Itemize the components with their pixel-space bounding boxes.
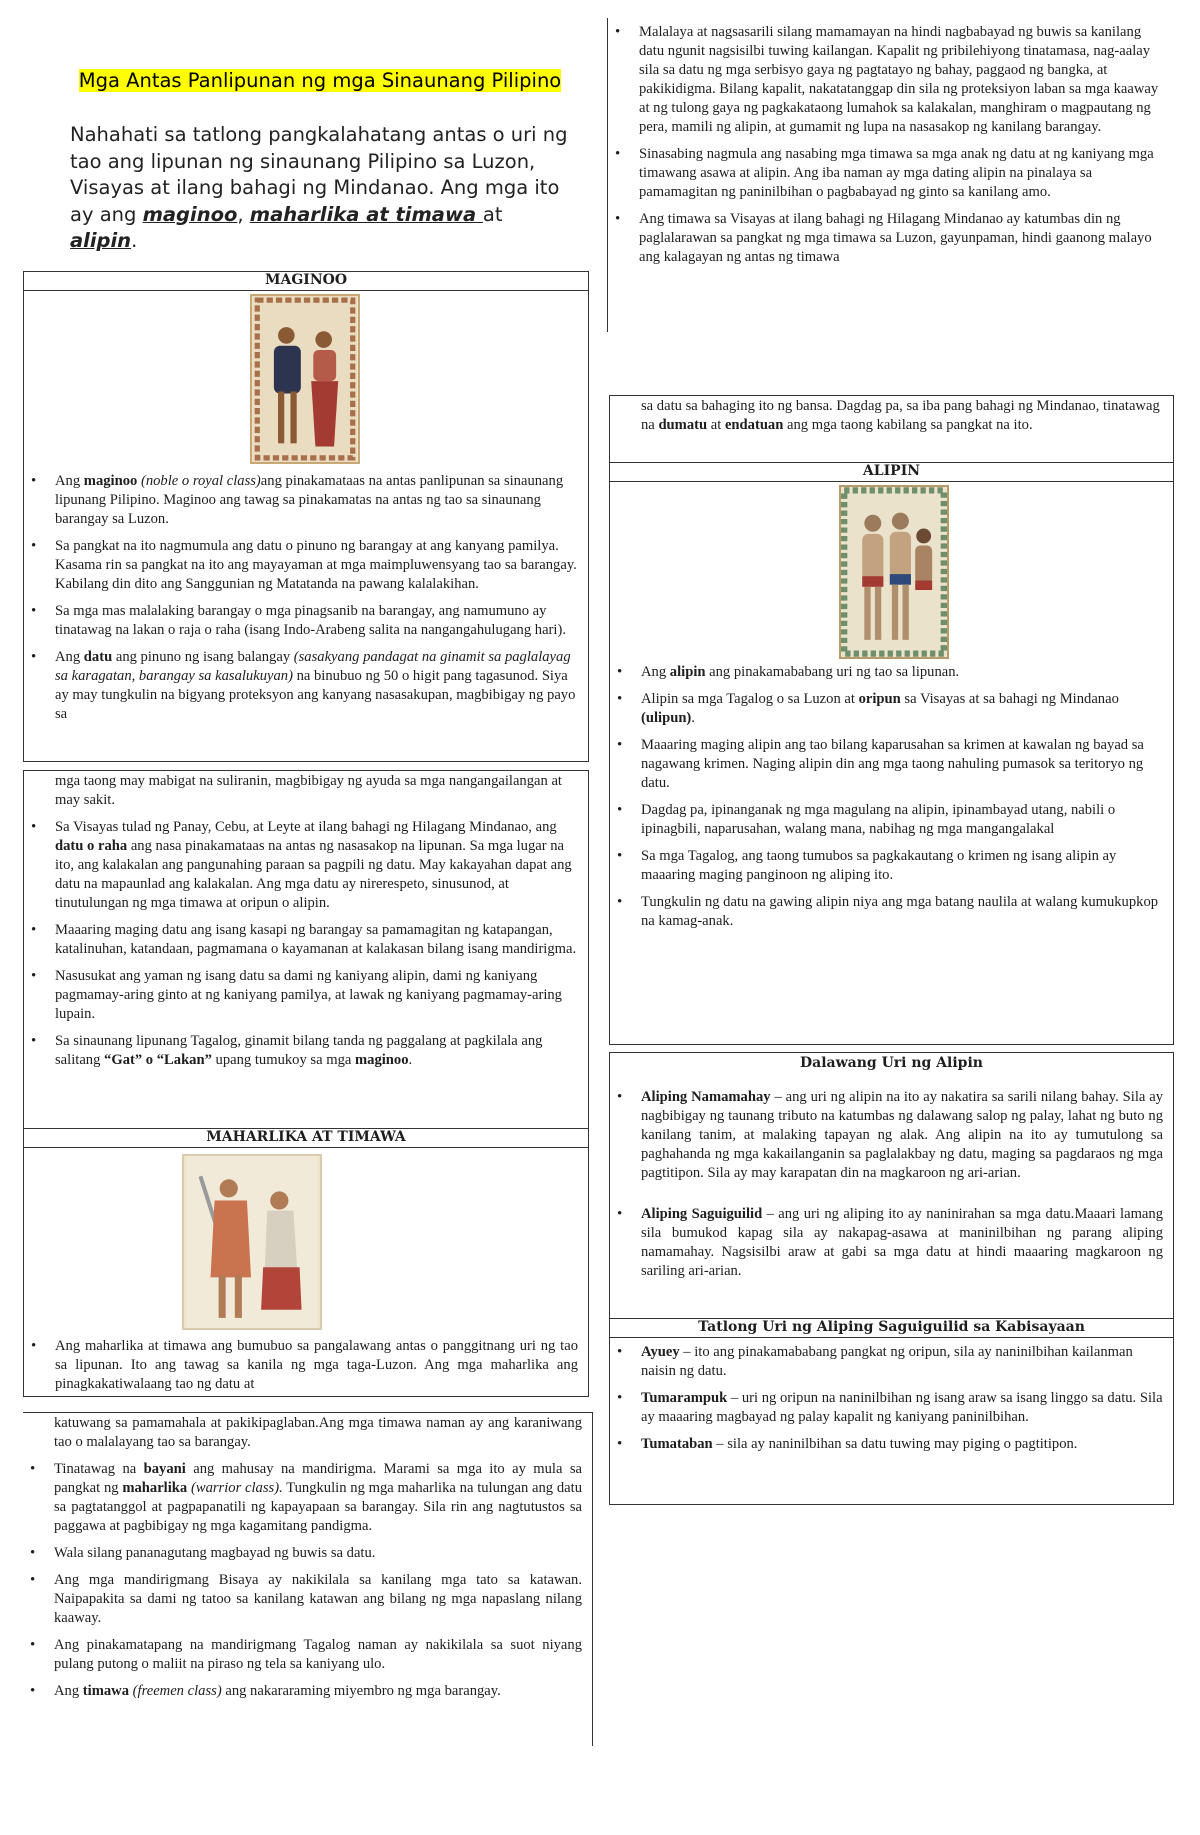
- bold-term: Aliping Namamahay: [641, 1089, 771, 1105]
- bold-term: maginoo: [355, 1052, 409, 1068]
- timawa-end-paragraph: [641, 397, 1163, 435]
- maharlika-illustration: [182, 1154, 322, 1330]
- text-segment: katuwang sa pamamahala at pakikipaglaban.Ang mga timawa naman ay ang karaniwang tao o malalayang tao sa barangay.: [54, 1415, 582, 1450]
- text-segment: .: [408, 1052, 413, 1068]
- text-segment: .: [691, 710, 695, 726]
- text-segment: Alipin sa mga Tagalog o sa Luzon at: [641, 691, 859, 707]
- text-segment: Sa mga Tagalog, ang taong tumubos sa pagkakautang o krimen ng isang alipin ay maaaring maging panginoon ng aliping ito.: [641, 848, 1117, 883]
- text-segment: sa Visayas at sa bahagi ng Mindanao: [900, 691, 1119, 707]
- text-segment: Sa sinaunang lipunang Tagalog, ginamit bilang tanda ng paggalang at pagkilala ang salitang: [55, 1033, 543, 1068]
- bullet-item: [54, 1571, 582, 1628]
- italic-note: (freemen class): [129, 1683, 222, 1699]
- text-segment: Sa pangkat na ito nagmumula ang datu o pinuno ng barangay at ang kanyang pamilya. Kasama rin sa pangkat na ito ang mayayaman at mga maimpluwensyang tao sa barangay. Kabilang din dito ang Sanggunian ng Matatanda na pawang kalalakihan.: [55, 538, 577, 592]
- bullet-item: [641, 847, 1163, 885]
- maginoo-bullets: [24, 472, 588, 732]
- maharlika-continued-section: [23, 1412, 593, 1746]
- bold-term: dumatu: [658, 417, 708, 433]
- alipin-header: ALIPIN: [610, 462, 1173, 482]
- bullet-item: [54, 1414, 582, 1452]
- bullet-item: [639, 210, 1162, 267]
- text-segment: Ang: [641, 664, 670, 680]
- bold-term: endatuan: [724, 417, 784, 433]
- maginoo-illustration: [250, 294, 360, 464]
- text-segment: Ang: [54, 1683, 83, 1699]
- document-title: Mga Antas Panlipunan ng mga Sinaunang Pilipino: [78, 69, 562, 92]
- bullet-item: [639, 145, 1162, 202]
- tatlong-uri-bullets: [610, 1343, 1173, 1462]
- text-segment: – ito ang pinakamababang pangkat ng oripun, sila ay naninilbihan kailanman naisin ng datu.: [641, 1344, 1133, 1379]
- intro-paragraph: Nahahati sa tatlong pangkalahatang antas o uri ng tao ang lipunan ng sinaunang Pilipino sa Luzon, Visayas at ilang bahagi ng Mindanao. Ang mga ito ay ang maginoo, maharlika at timawa at alipin.: [70, 123, 568, 252]
- text-segment: – sila ay naninilbihan sa datu tuwing may piging o pagtitipon.: [712, 1436, 1078, 1452]
- bullet-item: [55, 472, 578, 529]
- bullet-item: [54, 1682, 582, 1701]
- bullet-item: [641, 690, 1163, 728]
- text-segment: Wala silang pananagutang magbayad ng buwis sa datu.: [54, 1545, 376, 1561]
- bullet-item: [55, 921, 578, 959]
- timawa-continued-section: [607, 18, 1172, 332]
- bullet-item: [54, 1460, 582, 1536]
- bold-term: Ayuey: [641, 1344, 680, 1360]
- keyword-alipin: alipin: [70, 229, 132, 252]
- text-segment: mga taong may mabigat na suliranin, magbibigay ng ayuda sa mga nangangailangan at may sakit.: [55, 773, 562, 808]
- dalawang-uri-section: [609, 1052, 1174, 1505]
- text-segment: Malalaya at nagsasarili silang mamamayan na hindi nagbabayad ng buwis sa kanilang datu ngunit nagsisilbi tuwing kailangan. Kapalit ng pribilehiyong tinatamasa, nag-aalay sila sa datu ng mga serbisyo gaya ng pagtatayo ng bahay, paggaod ng bangka, at pakikidigma. Bilang kapalit, nakatatanggap din sila ng proteksiyon laban sa mga kaaway at ng tulong gaya ng pagkakataong lumahok sa kalakalan, manghiram o magpautang ng pera, mamili ng alipin, at gumamit ng lupa na nasasakop ng kanilang barangay.: [639, 24, 1159, 135]
- text-segment: Sinasabing nagmula ang nasabing mga timawa sa mga anak ng datu at ng kaniyang mga timawang asawa at alipin. Ang iba naman ay mga dating alipin na pinalaya sa pamamagitan ng paninilbihan o pagbabayad ng ginto sa kanilang amo.: [639, 146, 1154, 200]
- text-segment: ang mahusay na mandirigma. Marami sa mga ito ay mula sa pangkat ng: [54, 1461, 582, 1496]
- maginoo-continued-bullets: [24, 772, 588, 1078]
- text-segment: Ang maharlika at timawa ang bumubuo sa pangalawang antas o panggitnang uri ng tao sa lipunan. Ito ang tawag sa kanila ng mga taga-Luzon. Ang mga maharlika ang pinagkakatiwalaang tao ng datu at: [55, 1338, 578, 1392]
- bold-term: datu: [83, 649, 113, 665]
- text-segment: Tungkulin ng mga maharlika na tulungan ang datu sa pagtatanggol at pagpapanatili ng kapayapaan sa barangay. Sila rin ang nagtutustos sa paggawa at pagbibigay ng mga kagamitang pandigma.: [54, 1480, 582, 1534]
- bold-term: Tumataban: [641, 1436, 713, 1452]
- text-segment: Nasusukat ang yaman ng isang datu sa dami ng kaniyang alipin, dami ng kaniyang pagmamay-aring ginto at ng kaniyang pamilya, at lawak ng kaniyang pagmamay-aring lupain.: [55, 968, 562, 1022]
- bold-term: bayani: [143, 1461, 186, 1477]
- text-segment: Maaaring maging datu ang isang kasapi ng barangay sa pamamagitan ng katapangan, katalinuhan, katandaan, pagmamana o kayamanan at kalakasan bilang isang mandirigma.: [55, 922, 577, 957]
- maharlika-bullets: [24, 1337, 588, 1402]
- text-segment: – uri ng oripun na naninilbihan ng isang araw sa isang linggo sa datu. Sila ay maaaring magbayad ng palay kapalit ng kaniyang paninilbihan.: [641, 1390, 1163, 1425]
- bullet-item: [641, 893, 1163, 931]
- maginoo-figures-image: [252, 296, 358, 462]
- text-segment: Tungkulin ng datu na gawing alipin niya ang mga batang naulila at walang kumukupkop na kamag-anak.: [641, 894, 1159, 929]
- bullet-item: [54, 1636, 582, 1674]
- text-segment: na binubuo ng 50 o higit pang tagasunod. Siya ay may tungkulin na bigyang proteksyon ang kanyang nasasakupan, magbibigay ng payo sa: [55, 668, 576, 722]
- text-segment: Dagdag pa, ipinanganak ng mga magulang na alipin, ipinambayad utang, nabili o ipinagbili, naparusahan, walang mana, nabihag ng mga mangangalakal: [641, 802, 1116, 837]
- maginoo-section: [23, 271, 589, 762]
- bullet-item: [55, 1337, 578, 1394]
- bullet-item: [641, 1435, 1163, 1454]
- bullet-item: [641, 1205, 1163, 1281]
- dalawang-uri-header: Dalawang Uri ng Alipin: [800, 1055, 983, 1071]
- italic-note: (sasakyang pandagat na ginamit sa paglalayag sa karagatan, barangay sa kasalukuyan): [55, 649, 571, 684]
- bullet-item: [641, 1088, 1163, 1183]
- bullet-item: [55, 818, 578, 913]
- keyword-maharlika-timawa: maharlika at timawa: [249, 202, 483, 226]
- text-segment: ang mga taong kabilang sa pangkat na ito.: [783, 417, 1033, 433]
- timawa-end-text: [610, 397, 1173, 443]
- bullet-item: [55, 772, 578, 810]
- text-segment: Ang pinakamatapang na mandirigmang Tagalog naman ay nakikilala sa suot niyang pulang putong o maliit na piraso ng tela sa kaniyang ulo.: [54, 1637, 582, 1672]
- bullet-item: [55, 537, 578, 594]
- text-segment: upang tumukoy sa mga: [211, 1052, 355, 1068]
- text-segment: Sa mga mas malalaking barangay o mga pinagsanib na barangay, ang namumuno ay tinatawag na lakan o raja o raha (isang Indo-Arabeng salita na nangangahulugang hari).: [55, 603, 566, 638]
- maharlika-continued-bullets: [23, 1414, 592, 1709]
- italic-note: (noble o royal class): [137, 473, 261, 489]
- alipin-illustration: [839, 485, 949, 659]
- text-segment: Maaaring maging alipin ang tao bilang kaparusahan sa krimen at kawalan ng bayad sa nagawang krimen. Naging alipin din ang mga taong nahuling pumasok sa teritoryo ng datu.: [641, 737, 1144, 791]
- text-segment: ang nasa pinakamataas na antas ng nasasakop na lipunan. Sa mga lugar na ito, ang kalakalan ang pangunahing paraan sa pagpili ng datu. May kakayahan dapat ang datu na mapaunlad ang kalakalan. Ang mga datu ay nirerespeto, sinusunod, at tinutulungan ng mga timawa at oripun o alipin.: [55, 838, 572, 911]
- timawa-continued-bullets: [608, 23, 1172, 275]
- bullet-item: [641, 1389, 1163, 1427]
- bold-term: datu o raha: [55, 838, 128, 854]
- dalawang-uri-bullets: [610, 1088, 1173, 1303]
- bullet-item: [54, 1544, 582, 1563]
- text-segment: Sa Visayas tulad ng Panay, Cebu, at Leyte at ilang bahagi ng Hilagang Mindanao, ang: [55, 819, 557, 835]
- bold-term: maharlika: [122, 1480, 188, 1496]
- text-segment: Tinatawag na: [54, 1461, 144, 1477]
- text-segment: Ang mga mandirigmang Bisaya ay nakikilala sa kanilang mga tato sa katawan. Naipapakita sa dami ng tatoo sa kanilang katawan ang bilang ng mga napaslang nilang kaaway.: [54, 1572, 582, 1626]
- bold-term: timawa: [82, 1683, 130, 1699]
- alipin-bullets: [610, 663, 1173, 939]
- tatlong-uri-header: Tatlong Uri ng Aliping Saguiguilid sa Kabisayaan: [610, 1318, 1173, 1338]
- text-segment: sa datu sa bahaging ito ng bansa. Dagdag pa, sa iba pang bahagi ng Mindanao, tinatawag na: [641, 398, 1160, 433]
- bold-term: Aliping Saguiguilid: [641, 1206, 763, 1222]
- alipin-section: [609, 395, 1174, 1045]
- maharlika-header: MAHARLIKA AT TIMAWA: [24, 1128, 588, 1148]
- bold-term: maginoo: [83, 473, 138, 489]
- text-segment: – ang uri ng aliping ito ay naninirahan sa mga datu.Maaari lamang sila bumukod kapag sila ay nakapag-asawa at maninilbihan ng parang aliping namamahay. Nagsisilbi araw at gabi sa mga datu at hindi maaaring magkaroon ng sariling ari-arian.: [641, 1206, 1163, 1279]
- bullet-item: [641, 736, 1163, 793]
- bold-term: Tumarampuk: [641, 1390, 728, 1406]
- bullet-item: [639, 23, 1162, 137]
- maginoo-header: MAGINOO: [24, 272, 588, 291]
- bullet-item: [55, 648, 578, 724]
- bullet-item: [55, 602, 578, 640]
- bullet-item: [641, 663, 1163, 682]
- text-segment: ang pinakamababang uri ng tao sa lipunan.: [705, 664, 960, 680]
- bold-term: “Gat” o “Lakan”: [104, 1052, 212, 1068]
- italic-note: (warrior class).: [187, 1480, 283, 1496]
- text-segment: Ang timawa sa Visayas at ilang bahagi ng Hilagang Mindanao ay katumbas din ng paglalarawan sa pangkat ng mga timawa sa Luzon, gayunpaman, hindi gaanong malayo ang kalagayan ng antas ng timawa: [639, 211, 1152, 265]
- bold-term: alipin: [669, 664, 706, 680]
- bullet-item: [55, 967, 578, 1024]
- text-segment: ang pinakamataas na antas panlipunan sa sinaunang lipunang Pilipino. Maginoo ang tawag sa pinakamatas na antas ng tao sa sinaunang barangay sa Luzon.: [55, 473, 564, 527]
- text-segment: ang nakararaming miyembro ng mga barangay.: [221, 1683, 501, 1699]
- text-segment: at: [707, 417, 725, 433]
- text-segment: Ang: [55, 649, 84, 665]
- maginoo-continued-section: [23, 770, 589, 1397]
- bold-term: oripun: [858, 691, 901, 707]
- bold-term: (ulipun): [641, 710, 692, 726]
- alipin-figures-image: [841, 487, 947, 657]
- bullet-item: [641, 801, 1163, 839]
- keyword-maginoo: maginoo: [142, 202, 238, 226]
- text-segment: ang pinuno ng isang balangay: [112, 649, 294, 665]
- bullet-item: [641, 1343, 1163, 1381]
- text-segment: – ang uri ng alipin na ito ay nakatira sa sarili nilang bahay. Sila ay nagbibigay ng taunang tributo na katumbas ng dalawang salop ng palay, lahat ng buto ng kanilang tanim, at malaking tapayan ng alak. Ang alipin na ito ay tumutulong sa paghahanda ng mga kakailanganin sa paglalakbay ng datu, maging sa pagdaraos ng mga pagtitipon. Sila ay may karapatan din na magkaroon ng ari-arian.: [641, 1089, 1164, 1181]
- bullet-item: [55, 1032, 578, 1070]
- text-segment: Ang: [55, 473, 84, 489]
- maharlika-figures-image: [184, 1156, 320, 1328]
